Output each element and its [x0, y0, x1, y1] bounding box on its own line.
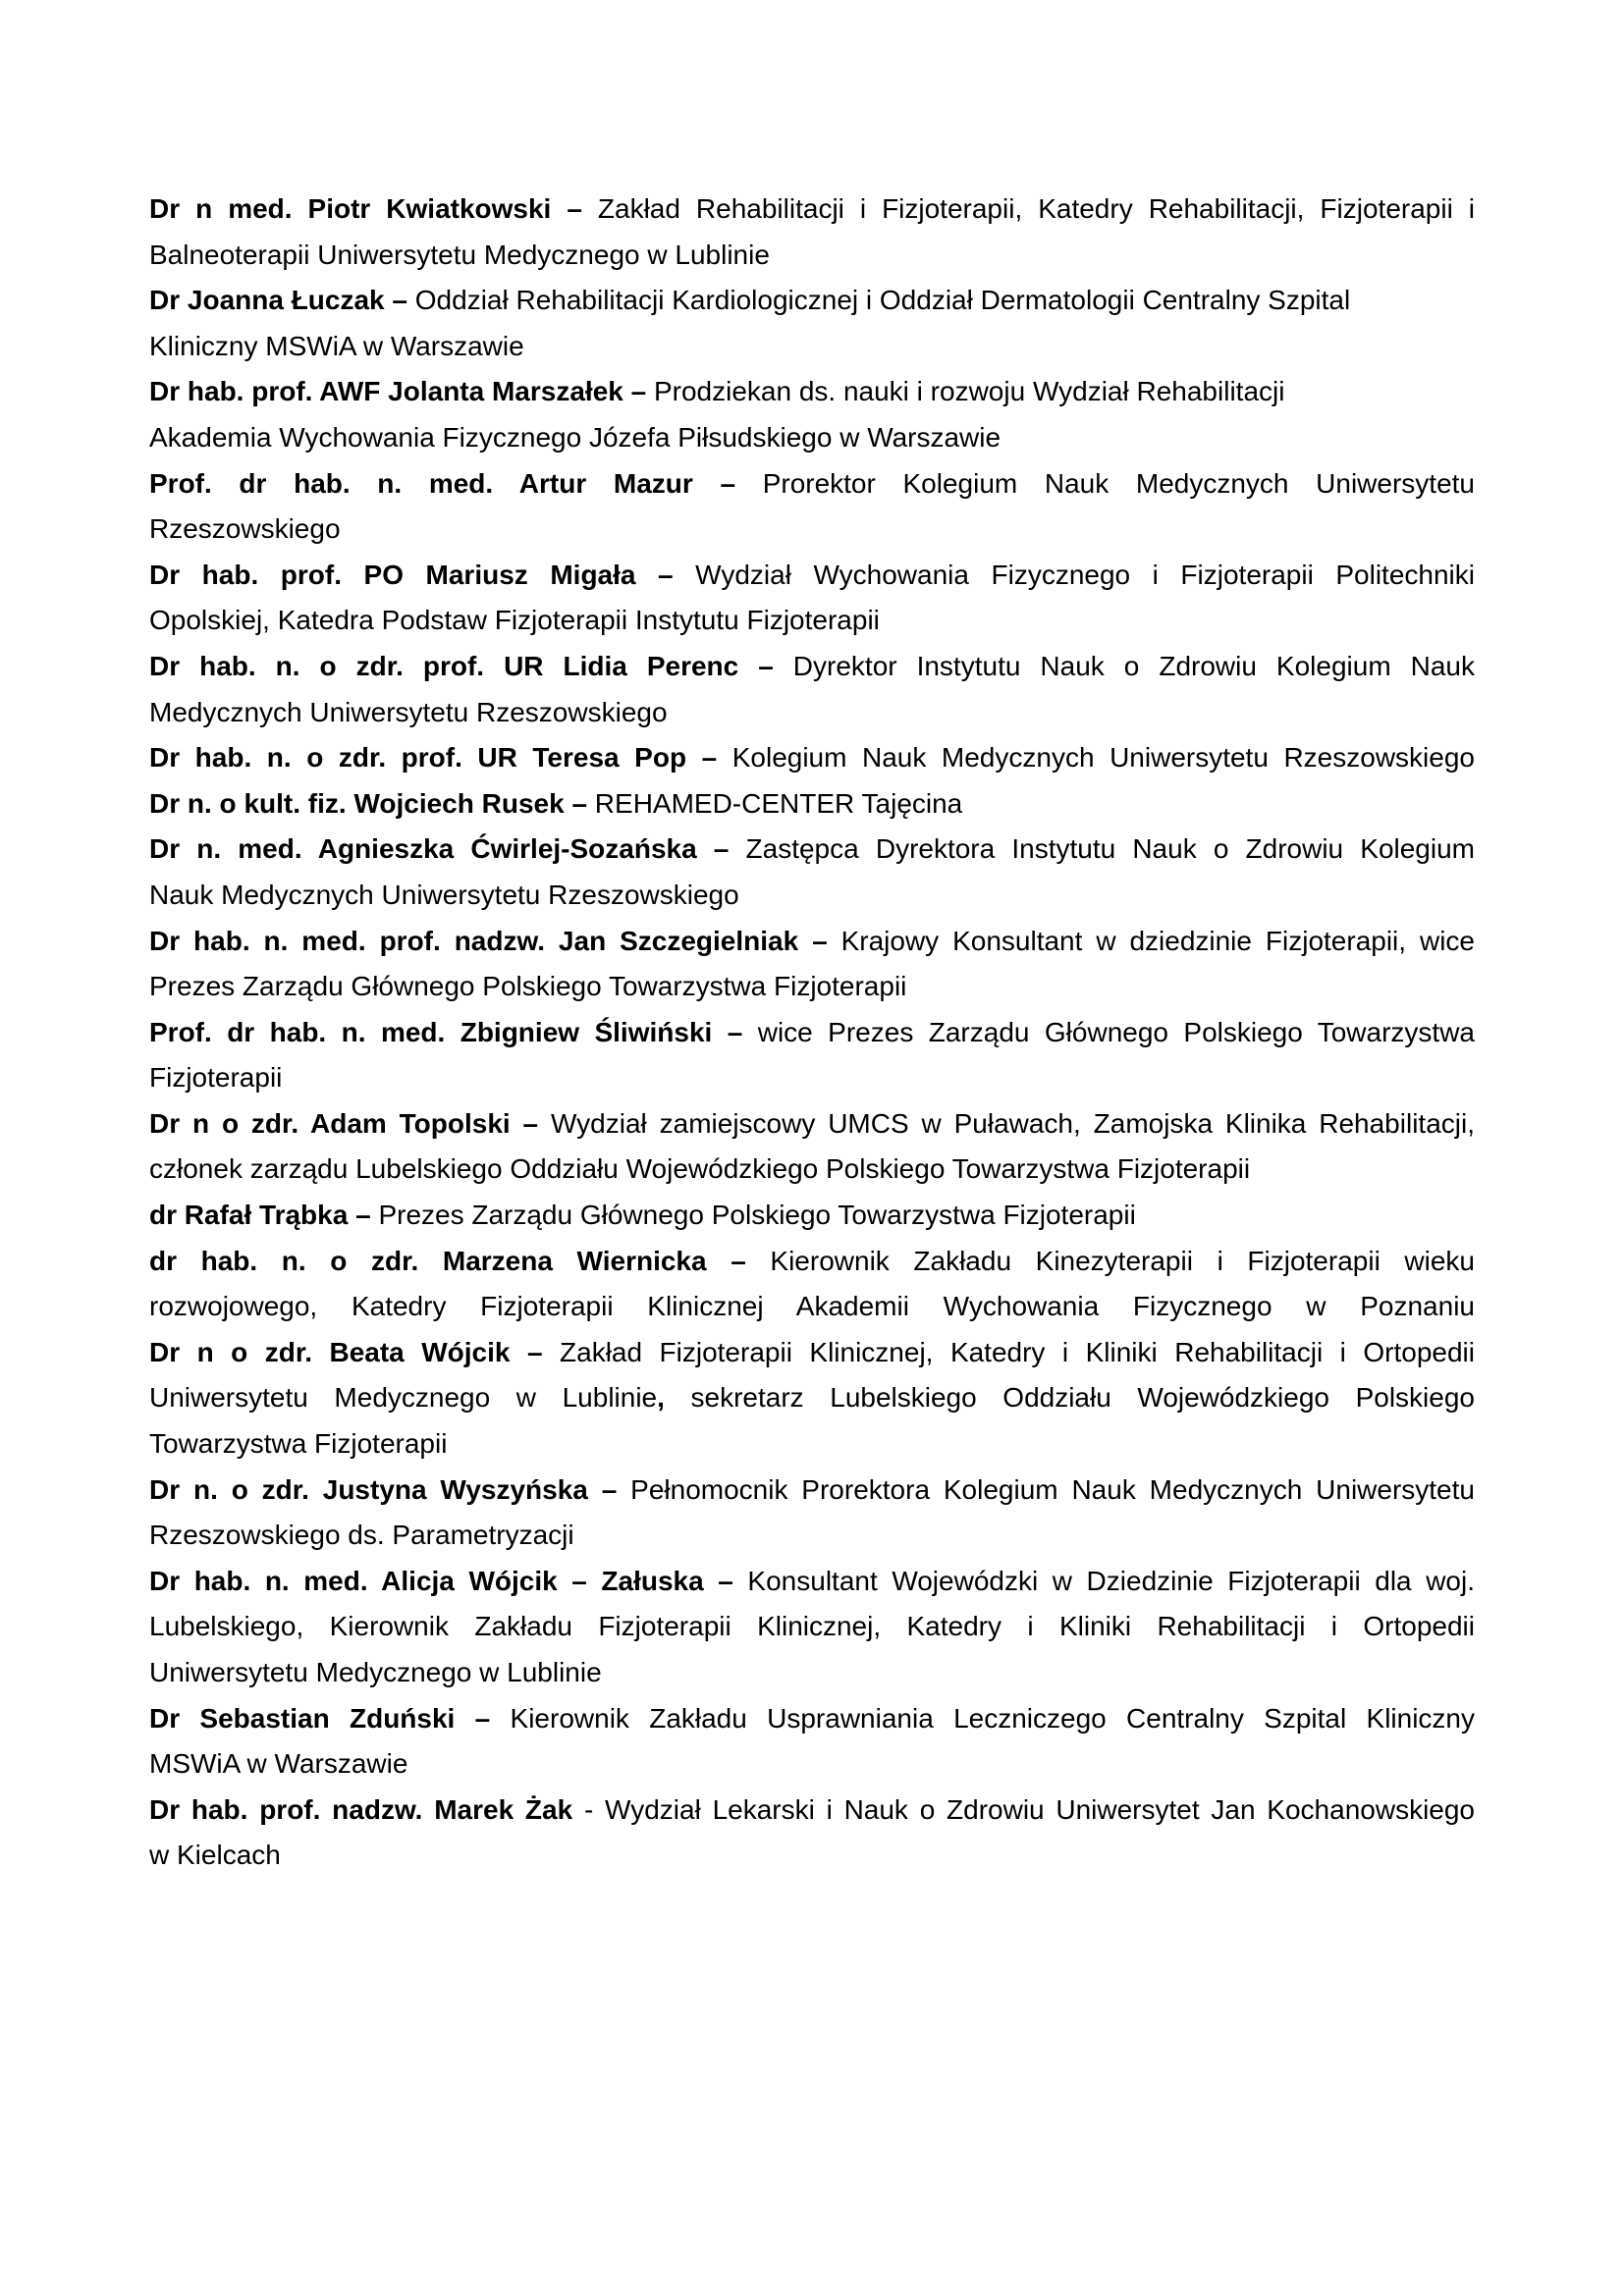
- text-line: [149, 644, 1475, 690]
- text-line: [149, 507, 1475, 553]
- text-line: [149, 1788, 1475, 1834]
- person-name-segment: Dr n o zdr. Beata Wójcik –: [149, 1336, 561, 1367]
- person-name-segment: Dr n med. Piotr Kwiatkowski –: [149, 193, 598, 224]
- affiliation-segment: Nauk Medycznych Uniwersytetu Rzeszowskiego: [149, 879, 739, 910]
- text-line: [149, 1330, 1475, 1376]
- affiliation-segment: Uniwersytetu Medycznego w Lublinie: [149, 1382, 658, 1414]
- affiliation-segment: Wydział zamiejscowy UMCS w Puławach, Zamojska Klinika Rehabilitacji,: [551, 1107, 1475, 1139]
- text-line: [149, 1375, 1475, 1421]
- text-line: [149, 1468, 1475, 1514]
- affiliation-segment: rozwojowego, Katedry Fizjoterapii Klinicznej Akademii Wychowania Fizycznego w Poznaniu: [149, 1291, 1475, 1322]
- affiliation-segment: Zakład Rehabilitacji i Fizjoterapii, Katedry Rehabilitacji, Fizjoterapii i: [597, 193, 1475, 224]
- text-line: [149, 1421, 1475, 1468]
- text-line: [149, 1604, 1475, 1650]
- affiliation-segment: Oddział Rehabilitacji Kardiologicznej i Oddział Dermatologii Centralny Szpital: [414, 285, 1351, 316]
- affiliation-segment: REHAMED-CENTER Tajęcina: [594, 787, 963, 819]
- person-name-segment: dr hab. n. o zdr. Marzena Wiernicka –: [149, 1245, 771, 1276]
- text-line: [149, 873, 1475, 919]
- affiliation-segment: Prezes Zarządu Głównego Polskiego Towarzystwa Fizjoterapii: [378, 1200, 1136, 1231]
- person-name-segment: Dr hab. n. med. Alicja Wójcik – Załuska –: [149, 1565, 748, 1596]
- affiliation-segment: w Kielcach: [149, 1840, 281, 1871]
- affiliation-segment: Akademia Wychowania Fizycznego Józefa Piłsudskiego w Warszawie: [149, 421, 1001, 453]
- affiliation-segment: Zakład Fizjoterapii Klinicznej, Katedry i Kliniki Rehabilitacji i Ortopedii: [560, 1336, 1475, 1367]
- person-name-segment: Dr Joanna Łuczak –: [149, 285, 415, 316]
- person-name-segment: Dr n o zdr. Adam Topolski –: [149, 1107, 551, 1139]
- text-line: [149, 1559, 1475, 1605]
- affiliation-segment: Dyrektor Instytutu Nauk o Zdrowiu Kolegium Nauk: [792, 650, 1475, 681]
- person-name-segment: Dr n. o kult. fiz. Wojciech Rusek –: [149, 787, 595, 819]
- person-name-segment: Dr Sebastian Zduński –: [149, 1702, 511, 1734]
- text-line: [149, 1513, 1475, 1559]
- text-line: [149, 233, 1475, 279]
- person-name-segment: Prof. dr hab. n. med. Artur Mazur –: [149, 467, 763, 499]
- text-line: [149, 1284, 1475, 1330]
- affiliation-segment: Prodziekan ds. nauki i rozwoju Wydział Rehabilitacji: [653, 376, 1285, 407]
- text-line: [149, 919, 1475, 965]
- person-name-segment: Dr hab. n. o zdr. prof. UR Lidia Perenc –: [149, 650, 793, 681]
- text-line: [149, 1650, 1475, 1696]
- text-line: [149, 187, 1475, 233]
- document-body: [149, 187, 1475, 1879]
- affiliation-segment: Opolskiej, Katedra Podstaw Fizjoterapii Instytutu Fizjoterapii: [149, 605, 880, 636]
- text-line: [149, 1055, 1475, 1101]
- affiliation-segment: Balneoterapii Uniwersytetu Medycznego w Lublinie: [149, 239, 770, 270]
- affiliation-segment: Wydział Wychowania Fizycznego i Fizjoterapii Politechniki: [695, 559, 1475, 590]
- affiliation-segment: Uniwersytetu Medycznego w Lublinie: [149, 1657, 602, 1687]
- text-line: [149, 598, 1475, 644]
- affiliation-segment: Kolegium Nauk Medycznych Uniwersytetu Rzeszowskiego: [731, 742, 1475, 774]
- affiliation-segment: wice Prezes Zarządu Głównego Polskiego Towarzystwa: [757, 1016, 1475, 1047]
- affiliation-segment: Medycznych Uniwersytetu Rzeszowskiego: [149, 696, 668, 727]
- affiliation-segment: Lubelskiego, Kierownik Zakładu Fizjoterapii Klinicznej, Katedry i Kliniki Rehabilitacji i Ortopedii: [149, 1611, 1475, 1642]
- affiliation-segment: członek zarządu Lubelskiego Oddziału Wojewódzkiego Polskiego Towarzystwa Fizjoterapii: [149, 1153, 1251, 1185]
- text-line: [149, 1010, 1475, 1056]
- affiliation-segment: Krajowy Konsultant w dziedzinie Fizjoterapii, wice: [840, 925, 1475, 956]
- text-line: [149, 415, 1475, 461]
- affiliation-segment: Towarzystwa Fizjoterapii: [149, 1428, 448, 1460]
- text-line: [149, 1741, 1475, 1788]
- affiliation-segment: Kierownik Zakładu Kinezyterapii i Fizjoterapii wieku: [770, 1245, 1475, 1276]
- text-line: [149, 1239, 1475, 1285]
- affiliation-segment: Rzeszowskiego ds. Parametryzacji: [149, 1520, 574, 1551]
- person-name-segment: Dr hab. prof. AWF Jolanta Marszałek –: [149, 376, 654, 407]
- affiliation-segment: Prorektor Kolegium Nauk Medycznych Uniwersytetu: [762, 467, 1475, 499]
- text-line: [149, 369, 1475, 415]
- affiliation-segment: Kierownik Zakładu Usprawniania Leczniczego Centralny Szpital Kliniczny: [510, 1702, 1475, 1734]
- affiliation-segment: Pełnomocnik Prorektora Kolegium Nauk Medycznych Uniwersytetu: [630, 1473, 1475, 1505]
- text-line: [149, 1147, 1475, 1193]
- text-line: [149, 553, 1475, 599]
- affiliation-segment: Konsultant Wojewódzki w Dziedzinie Fizjoterapii dla woj.: [747, 1565, 1475, 1596]
- person-name-segment: Prof. dr hab. n. med. Zbigniew Śliwiński –: [149, 1016, 758, 1047]
- person-name-segment: Dr hab. n. o zdr. prof. UR Teresa Pop –: [149, 742, 732, 774]
- person-name-segment: Dr n. med. Agnieszka Ćwirlej-Sozańska –: [149, 833, 746, 865]
- text-line: [149, 735, 1475, 781]
- text-line: [149, 1696, 1475, 1742]
- person-name-segment: Dr hab. prof. PO Mariusz Migała –: [149, 559, 696, 590]
- affiliation-segment: MSWiA w Warszawie: [149, 1748, 408, 1780]
- person-name-segment: Dr hab. prof. nadzw. Marek Żak: [149, 1793, 573, 1825]
- affiliation-segment: Kliniczny MSWiA w Warszawie: [149, 330, 524, 361]
- text-line: [149, 781, 1475, 828]
- affiliation-segment: Rzeszowskiego: [149, 513, 341, 545]
- affiliation-segment: Prezes Zarządu Głównego Polskiego Towarzystwa Fizjoterapii: [149, 971, 907, 1002]
- text-line: [149, 278, 1475, 324]
- text-line: [149, 964, 1475, 1010]
- person-name-segment: Dr hab. n. med. prof. nadzw. Jan Szczegielniak –: [149, 925, 841, 956]
- text-line: [149, 324, 1475, 370]
- person-name-segment: dr Rafał Trąbka –: [149, 1200, 379, 1231]
- person-name-segment: Dr n. o zdr. Justyna Wyszyńska –: [149, 1473, 631, 1505]
- affiliation-segment: Fizjoterapii: [149, 1062, 283, 1094]
- person-name-segment: ,: [657, 1382, 665, 1414]
- text-line: [149, 461, 1475, 507]
- affiliation-segment: Zastępca Dyrektora Instytutu Nauk o Zdrowiu Kolegium: [745, 833, 1475, 865]
- affiliation-segment: sekretarz Lubelskiego Oddziału Wojewódzkiego Polskiego: [664, 1382, 1475, 1414]
- affiliation-segment: - Wydział Lekarski i Nauk o Zdrowiu Uniwersytet Jan Kochanowskiego: [572, 1793, 1475, 1825]
- text-line: [149, 1833, 1475, 1879]
- text-line: [149, 827, 1475, 873]
- text-line: [149, 690, 1475, 736]
- text-line: [149, 1193, 1475, 1239]
- text-line: [149, 1101, 1475, 1148]
